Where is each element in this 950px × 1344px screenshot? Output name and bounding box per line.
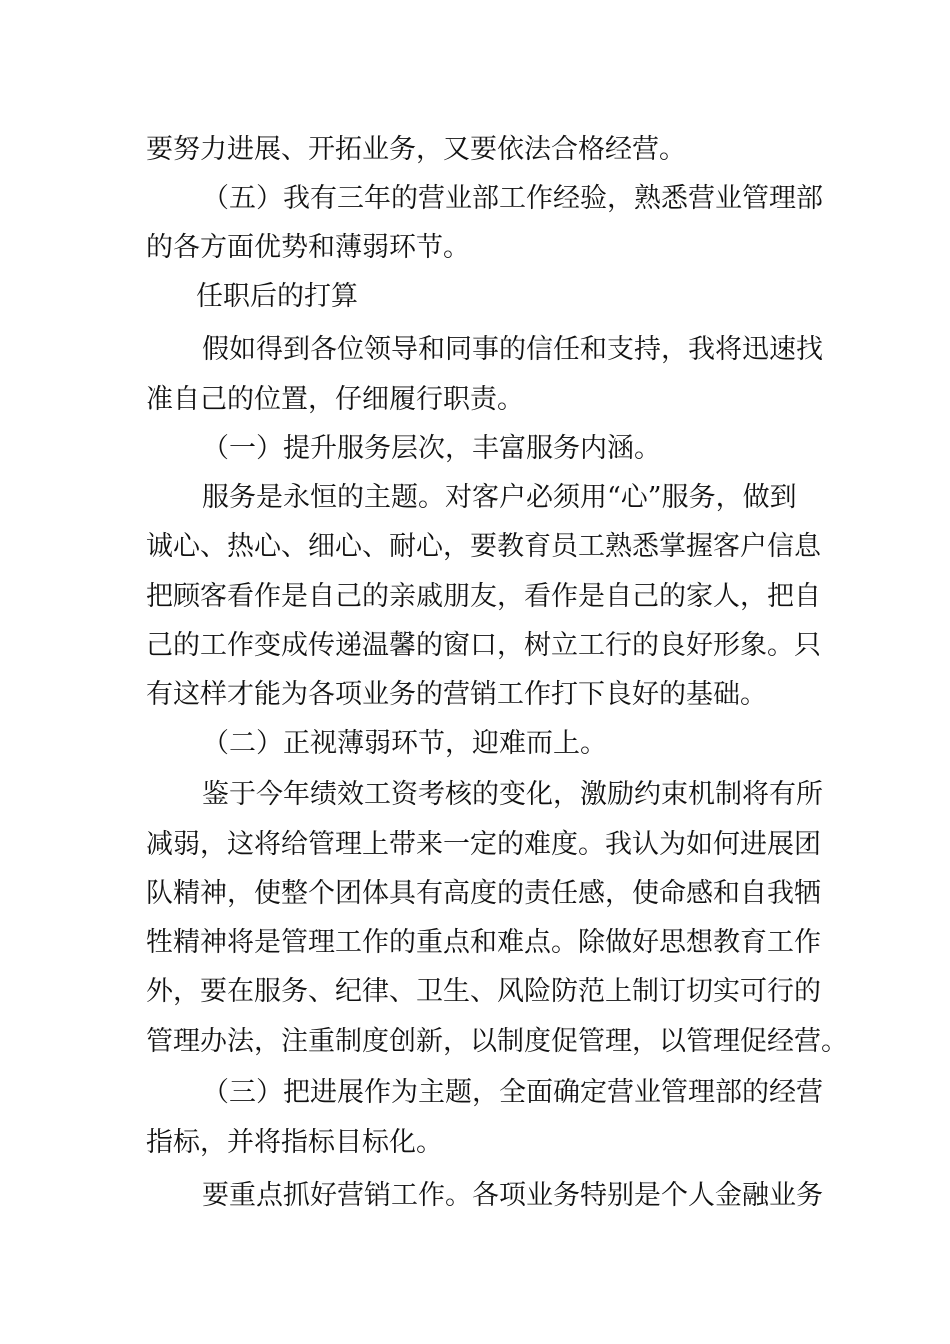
text-line: 己的工作变成传递温馨的窗口，树立工行的良好形象。只	[146, 630, 821, 661]
subsection-heading: （一）提升服务层次，丰富服务内涵。	[202, 433, 661, 464]
text-line: 诚心、热心、细心、耐心，要教育员工熟悉掌握客户信息	[146, 531, 821, 562]
text-line: 鉴于今年绩效工资考核的变化，激励约束机制将有所	[202, 779, 823, 810]
text-line: 要重点抓好营销工作。各项业务特别是个人金融业务	[202, 1180, 823, 1211]
text-line: 服务是永恒的主题。对客户必须用“心”服务，做到	[202, 482, 797, 513]
text-line: 把顾客看作是自己的亲戚朋友，看作是自己的家人，把自	[146, 581, 821, 612]
text-line: 要努力进展、开拓业务，又要依法合格经营。	[146, 134, 686, 165]
text-line: （五）我有三年的营业部工作经验，熟悉营业管理部	[202, 183, 823, 214]
section-heading: 任职后的打算	[196, 281, 358, 312]
text-line: 管理办法，注重制度创新，以制度促管理，以管理促经营。	[146, 1026, 848, 1057]
text-line: 准自己的位置，仔细履行职责。	[146, 384, 524, 415]
text-line: 外，要在服务、纪律、卫生、风险防范上制订切实可行的	[146, 976, 821, 1007]
subsection-heading: （三）把进展作为主题，全面确定营业管理部的经营	[202, 1077, 823, 1108]
text-line: 假如得到各位领导和同事的信任和支持，我将迅速找	[202, 334, 823, 365]
text-line: 减弱，这将给管理上带来一定的难度。我认为如何进展团	[146, 829, 821, 860]
text-line: 牲精神将是管理工作的重点和难点。除做好思想教育工作	[146, 927, 821, 958]
text-line: 有这样才能为各项业务的营销工作打下良好的基础。	[146, 679, 767, 710]
text-line: 指标，并将指标目标化。	[146, 1127, 443, 1158]
text-line: 队精神，使整个团体具有高度的责任感，使命感和自我牺	[146, 878, 821, 909]
text-line: 的各方面优势和薄弱环节。	[146, 232, 470, 263]
subsection-heading: （二）正视薄弱环节，迎难而上。	[202, 728, 607, 759]
